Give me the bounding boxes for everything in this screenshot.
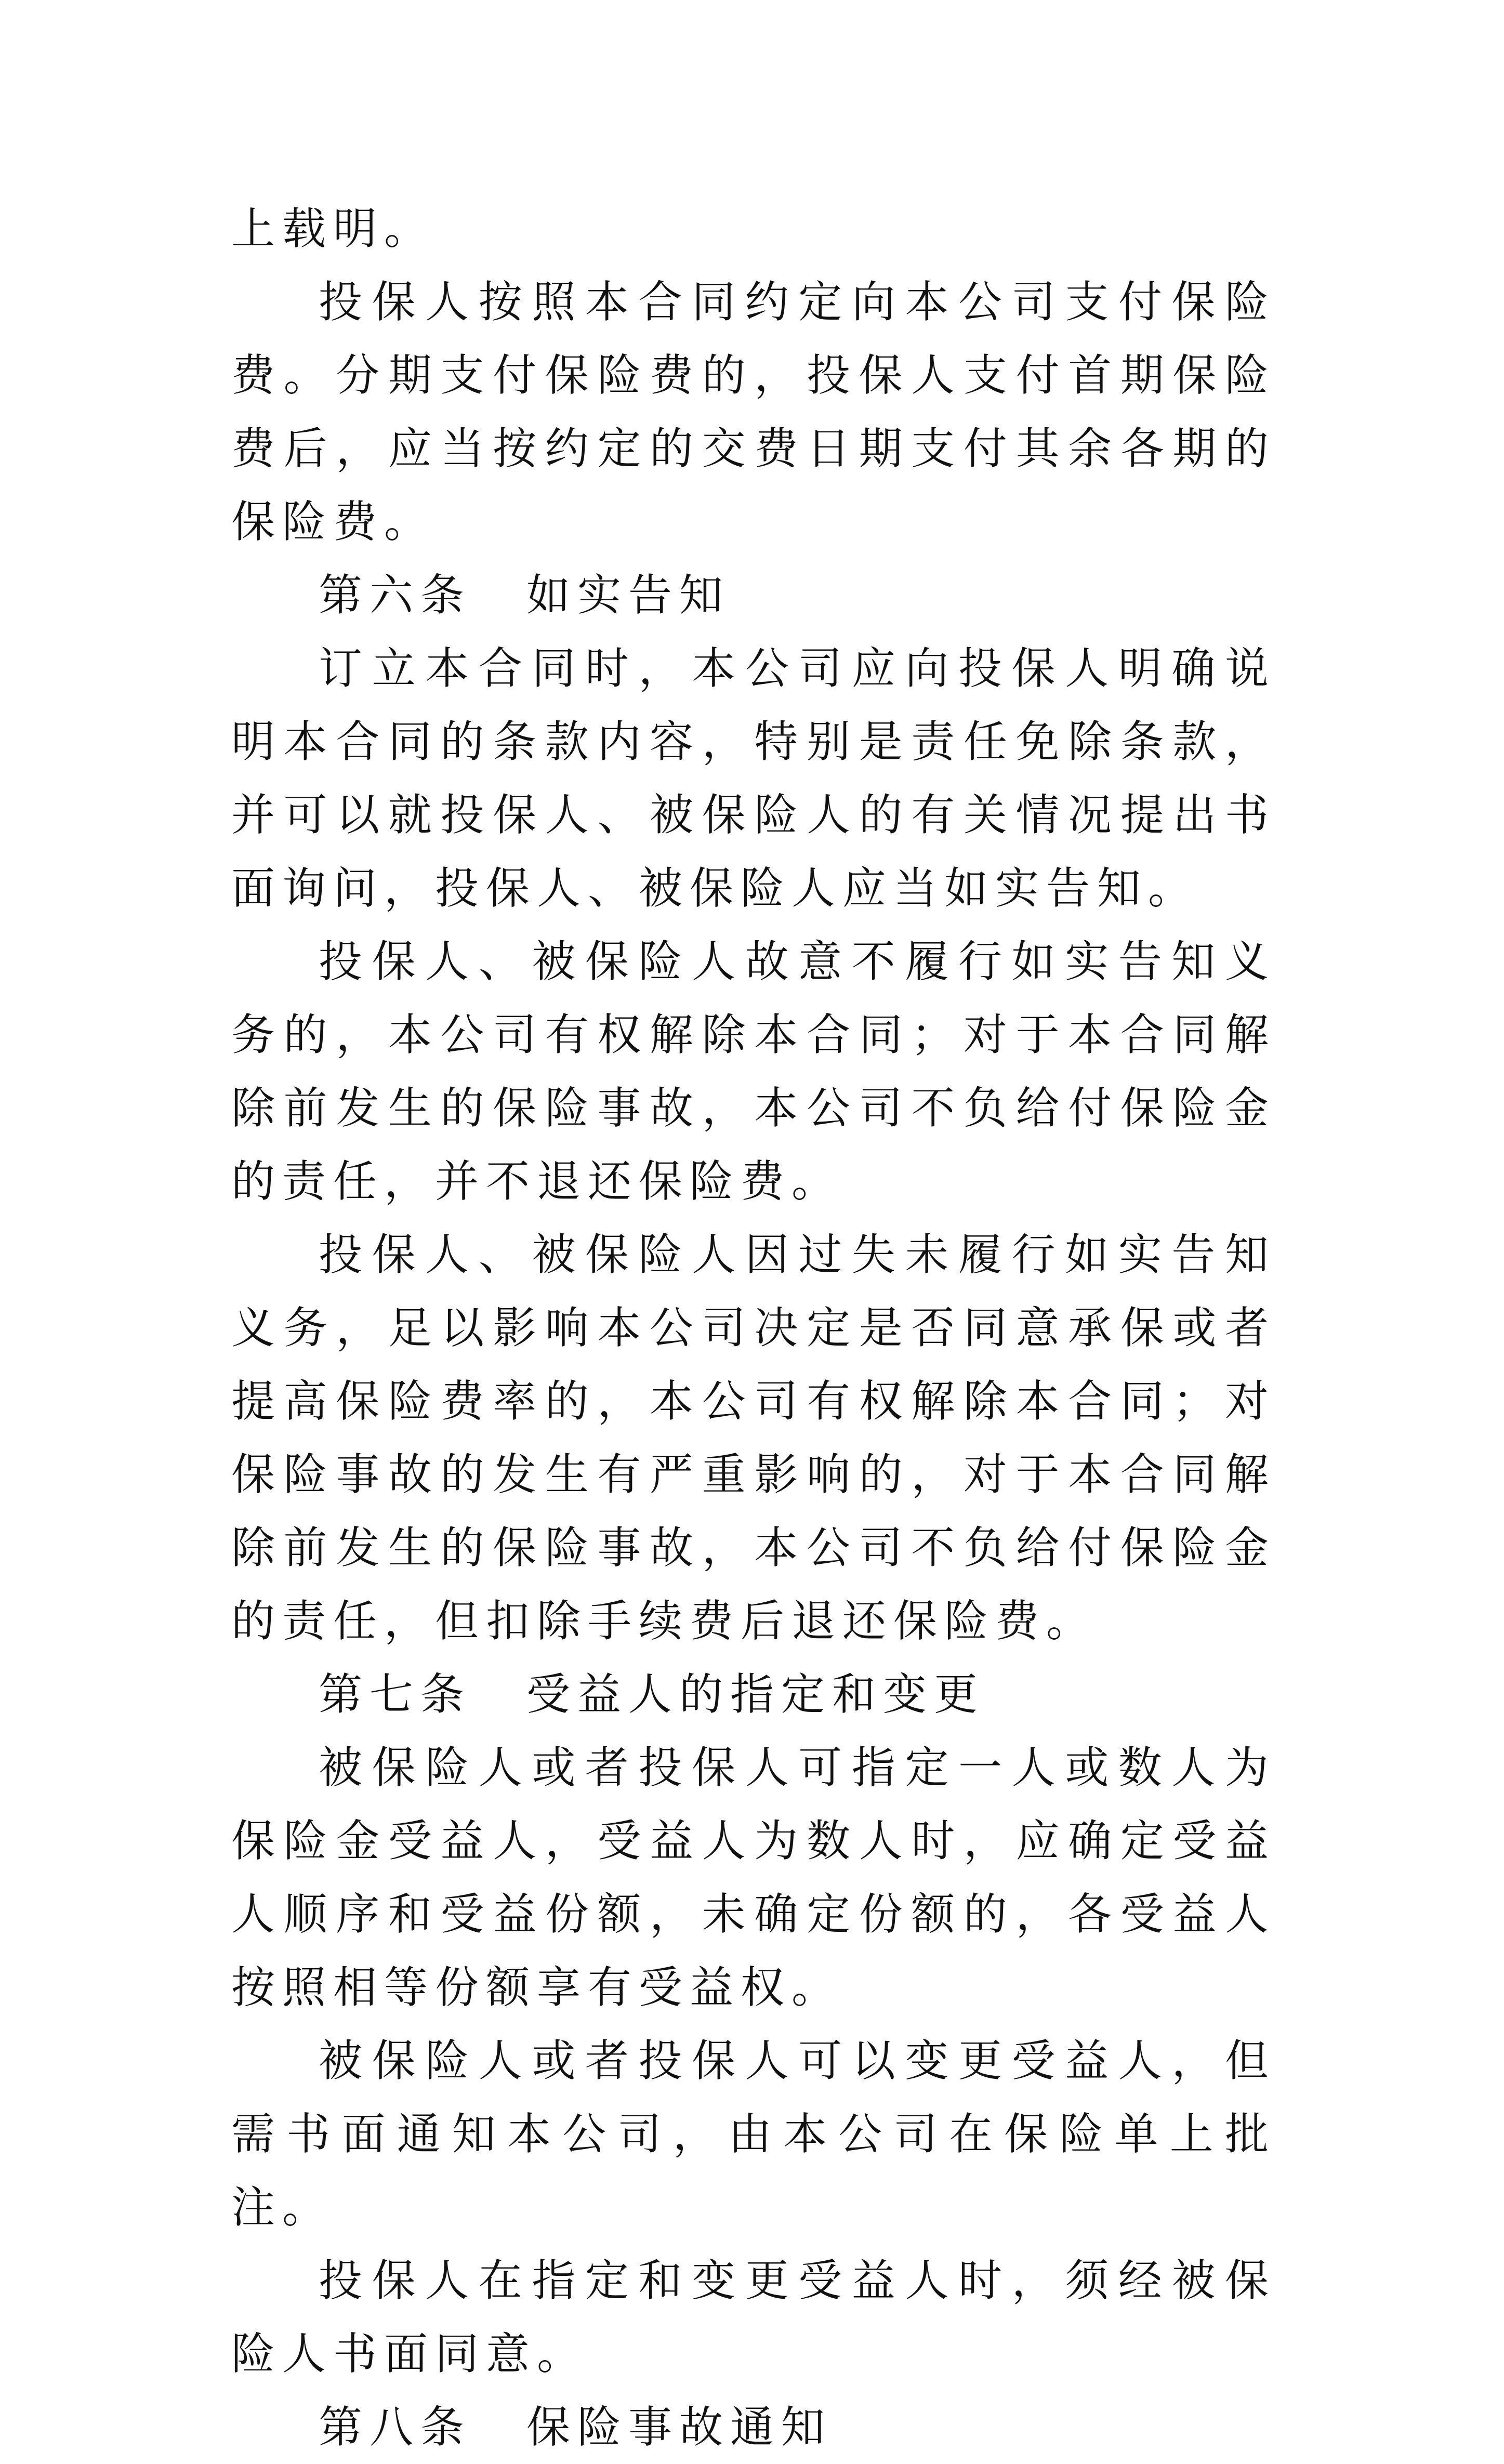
article-number: 第八条 [319, 2402, 472, 2453]
article-heading-7 [231, 1658, 1276, 1731]
article-title: 如实告知 [526, 570, 731, 621]
paragraph-beneficiary-1: 被保险人或者投保人可指定一人或数人为保险金受益人，受益人为数人时，应确定受益人顺序和受益份额，未确定份额的，各受益人按照相等份额享有受益权。 [231, 1742, 1276, 2013]
article-number: 第六条 [319, 570, 472, 621]
article-heading-6 [231, 559, 1276, 632]
paragraph-disclosure-3: 投保人、被保险人因过失未履行如实告知义务，足以影响本公司决定是否同意承保或者提高保险费率的，本公司有权解除本合同；对保险事故的发生有严重影响的，对于本合同解除前发生的保险事故，本公司不负给付保险金的责任，但扣除手续费后退还保险费。 [231, 1229, 1276, 1646]
article-number: 第七条 [319, 1669, 472, 1720]
paragraph-premium-payment: 投保人按照本合同约定向本公司支付保险费。分期支付保险费的，投保人支付首期保险费后，应当按约定的交费日期支付其余各期的保险费。 [231, 276, 1276, 547]
article-title: 保险事故通知 [526, 2402, 833, 2453]
paragraph-beneficiary-3: 投保人在指定和变更受益人时，须经被保险人书面同意。 [231, 2255, 1276, 2379]
document-body [231, 192, 1276, 2464]
article-heading-8 [231, 2391, 1276, 2464]
article-title: 受益人的指定和变更 [526, 1669, 985, 1720]
paragraph-continuation: 上载明。 [231, 203, 436, 254]
paragraph-disclosure-2: 投保人、被保险人故意不履行如实告知义务的，本公司有权解除本合同；对于本合同解除前发生的保险事故，本公司不负给付保险金的责任，并不退还保险费。 [231, 936, 1276, 1207]
paragraph-disclosure-1: 订立本合同时，本公司应向投保人明确说明本合同的条款内容，特别是责任免除条款，并可以就投保人、被保险人的有关情况提出书面询问，投保人、被保险人应当如实告知。 [231, 643, 1276, 914]
paragraph-beneficiary-2: 被保险人或者投保人可以变更受益人，但需书面通知本公司，由本公司在保险单上批注。 [231, 2035, 1276, 2233]
